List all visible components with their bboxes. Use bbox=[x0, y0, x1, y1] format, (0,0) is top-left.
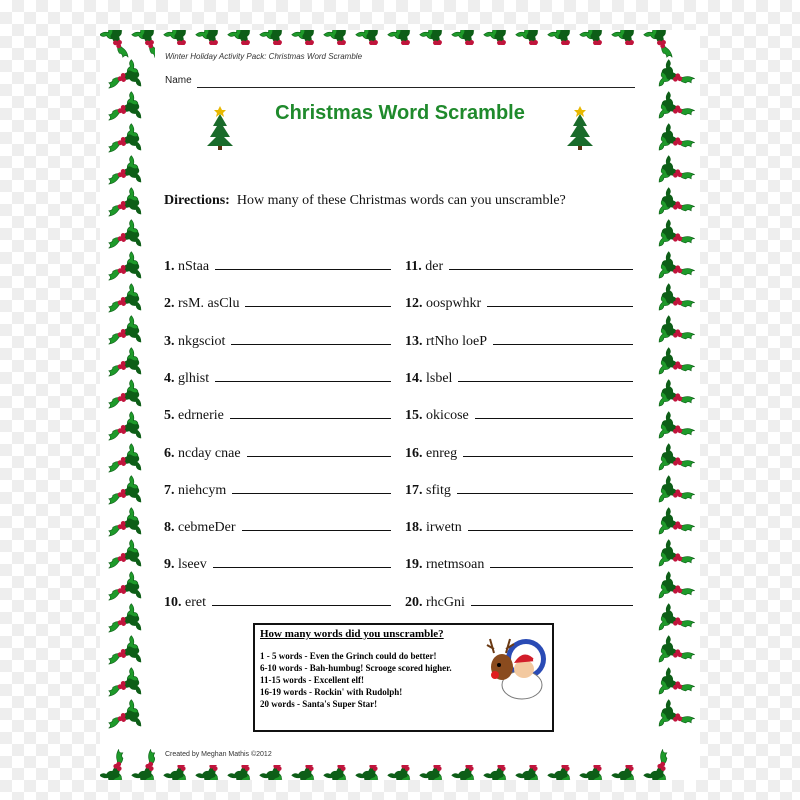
christmas-tree-icon bbox=[565, 106, 595, 150]
scramble-item bbox=[164, 481, 391, 499]
answer-blank bbox=[213, 555, 391, 568]
holly-sprig bbox=[657, 315, 698, 353]
holly-sprig bbox=[657, 283, 698, 321]
holly-sprig bbox=[657, 411, 698, 449]
holly-sprig bbox=[657, 539, 698, 577]
item-number: 18. bbox=[405, 520, 423, 536]
holly-sprig bbox=[657, 603, 698, 641]
scrambled-word: lsbel bbox=[426, 370, 453, 386]
scramble-item bbox=[405, 369, 633, 387]
scrambled-word: niehcym bbox=[178, 482, 227, 498]
holly-sprig bbox=[100, 30, 137, 64]
item-number: 10. bbox=[164, 594, 182, 610]
item-number: 14. bbox=[405, 370, 423, 386]
scrambled-word: okicose bbox=[426, 408, 469, 424]
holly-sprig bbox=[102, 635, 143, 673]
item-number: 19. bbox=[405, 557, 423, 573]
scramble-item bbox=[164, 257, 391, 275]
answer-blank bbox=[242, 518, 391, 531]
holly-sprig bbox=[102, 219, 143, 257]
holly-sprig bbox=[102, 59, 143, 97]
scrambled-word: irwetn bbox=[426, 520, 462, 536]
holly-sprig bbox=[102, 155, 143, 193]
holly-sprig bbox=[657, 475, 698, 513]
scramble-item bbox=[164, 555, 391, 573]
item-number: 20. bbox=[405, 594, 423, 610]
reindeer-santa-clipart bbox=[486, 629, 548, 705]
holly-sprig bbox=[657, 571, 698, 609]
holly-sprig bbox=[657, 667, 698, 705]
holly-sprig bbox=[657, 443, 698, 481]
scrambled-word: rsM. asClu bbox=[178, 296, 240, 312]
holly-sprig bbox=[102, 283, 143, 321]
item-number: 4. bbox=[164, 370, 175, 386]
holly-sprig bbox=[657, 123, 698, 161]
answer-blank bbox=[215, 369, 391, 382]
holly-sprig bbox=[657, 347, 698, 385]
name-label: Name bbox=[165, 75, 192, 86]
scrambled-word: nStaa bbox=[178, 259, 210, 274]
answer-blank bbox=[493, 332, 633, 345]
holly-sprig bbox=[100, 746, 137, 780]
item-number: 5. bbox=[164, 408, 175, 424]
scrambled-word: nkgsciot bbox=[178, 333, 226, 349]
scrambled-word: glhist bbox=[178, 370, 210, 386]
scramble-item bbox=[405, 555, 633, 573]
holly-sprig bbox=[657, 91, 698, 129]
holly-sprig bbox=[102, 315, 143, 353]
scrambled-word: rhcGni bbox=[426, 594, 465, 610]
answer-blank bbox=[231, 332, 391, 345]
item-number: 2. bbox=[164, 296, 175, 312]
directions-label: Directions: bbox=[164, 193, 230, 208]
scramble-item bbox=[405, 593, 633, 611]
scramble-item bbox=[164, 518, 391, 536]
scramble-item bbox=[405, 332, 633, 350]
score-line: 1 - 5 words - Even the Grinch could do better! bbox=[260, 651, 437, 661]
directions-text: How many of these Christmas words can you unscramble? bbox=[236, 193, 566, 208]
item-number: 11. bbox=[405, 259, 422, 274]
item-number: 7. bbox=[164, 482, 175, 498]
answer-blank bbox=[463, 444, 633, 457]
scramble-item bbox=[164, 332, 391, 350]
scrambled-word: oospwhkr bbox=[426, 296, 482, 312]
scrambled-word: ncday cnae bbox=[178, 445, 241, 461]
header-caption: Winter Holiday Activity Pack: Christmas Word Scramble bbox=[165, 52, 363, 61]
scramble-item bbox=[405, 481, 633, 499]
holly-sprig bbox=[102, 507, 143, 545]
page-title: Christmas Word Scramble bbox=[275, 102, 525, 124]
scoring-box bbox=[253, 623, 554, 732]
item-number: 3. bbox=[164, 333, 175, 349]
holly-sprig bbox=[102, 667, 143, 705]
holly-sprig bbox=[102, 443, 143, 481]
answer-blank bbox=[212, 593, 391, 606]
answer-blank bbox=[232, 481, 391, 494]
answer-blank bbox=[247, 444, 391, 457]
scramble-item bbox=[405, 444, 633, 462]
directions bbox=[164, 193, 566, 209]
item-number: 1. bbox=[164, 259, 175, 274]
item-number: 8. bbox=[164, 520, 175, 536]
answer-blank bbox=[471, 593, 633, 606]
holly-sprig bbox=[657, 507, 698, 545]
scramble-item bbox=[405, 257, 633, 275]
scramble-item bbox=[405, 294, 633, 312]
answer-blank bbox=[458, 369, 633, 382]
answer-blank bbox=[457, 481, 633, 494]
holly-sprig bbox=[102, 251, 143, 289]
holly-sprig bbox=[102, 411, 143, 449]
scramble-item bbox=[164, 593, 391, 611]
answer-blank bbox=[487, 294, 633, 307]
holly-sprig bbox=[102, 699, 143, 737]
holly-sprig bbox=[102, 187, 143, 225]
holly-sprig bbox=[657, 187, 698, 225]
holly-sprig bbox=[657, 219, 698, 257]
score-line: 20 words - Santa's Super Star! bbox=[260, 699, 378, 709]
scramble-item bbox=[164, 294, 391, 312]
scramble-item bbox=[164, 444, 391, 462]
answer-blank bbox=[215, 257, 391, 270]
scrambled-word: edrnerie bbox=[178, 408, 224, 424]
answer-blank bbox=[475, 406, 633, 419]
holly-sprig bbox=[102, 91, 143, 129]
holly-sprig bbox=[643, 30, 681, 64]
holly-sprig bbox=[657, 59, 698, 97]
holly-sprig bbox=[643, 746, 681, 780]
holly-sprig bbox=[102, 347, 143, 385]
holly-sprig bbox=[657, 699, 698, 737]
holly-sprig bbox=[102, 123, 143, 161]
item-number: 15. bbox=[405, 408, 423, 424]
scramble-item bbox=[164, 406, 391, 424]
scrambled-word: rnetmsoan bbox=[426, 557, 485, 573]
score-line: 6-10 words - Bah-humbug! Scrooge scored higher. bbox=[260, 663, 452, 673]
holly-sprig bbox=[102, 475, 143, 513]
holly-sprig bbox=[657, 155, 698, 193]
scramble-item bbox=[164, 369, 391, 387]
scrambled-word: rtNho loeP bbox=[426, 333, 488, 349]
answer-blank bbox=[245, 294, 391, 307]
name-line bbox=[197, 87, 635, 88]
answer-blank bbox=[230, 406, 391, 419]
item-number: 12. bbox=[405, 296, 423, 312]
holly-sprig bbox=[102, 539, 143, 577]
scrambled-word: lseev bbox=[178, 557, 207, 573]
item-number: 17. bbox=[405, 482, 423, 498]
worksheet-content bbox=[155, 45, 645, 765]
scrambled-word: der bbox=[425, 259, 444, 274]
score-line: 16-19 words - Rockin' with Rudolph! bbox=[260, 687, 403, 697]
scramble-item bbox=[405, 406, 633, 424]
scoring-title: How many words did you unscramble? bbox=[260, 628, 444, 640]
answer-blank bbox=[449, 257, 633, 270]
answer-blank bbox=[490, 555, 633, 568]
scrambled-word: enreg bbox=[426, 445, 458, 461]
score-line: 11-15 words - Excellent elf! bbox=[260, 675, 364, 685]
holly-sprig bbox=[102, 571, 143, 609]
holly-sprig bbox=[102, 379, 143, 417]
item-number: 9. bbox=[164, 557, 175, 573]
item-number: 6. bbox=[164, 445, 175, 461]
scramble-item bbox=[405, 518, 633, 536]
item-number: 13. bbox=[405, 333, 423, 349]
holly-sprig bbox=[657, 251, 698, 289]
worksheet-page bbox=[100, 30, 700, 780]
item-number: 16. bbox=[405, 445, 423, 461]
holly-sprig bbox=[102, 603, 143, 641]
scrambled-word: eret bbox=[185, 594, 206, 610]
credit-line: Created by Meghan Mathis ©2012 bbox=[165, 751, 272, 758]
holly-sprig bbox=[657, 379, 698, 417]
answer-blank bbox=[468, 518, 633, 531]
holly-sprig bbox=[657, 635, 698, 673]
scrambled-word: cebmeDer bbox=[178, 520, 236, 536]
scrambled-word: sfitg bbox=[426, 482, 451, 498]
